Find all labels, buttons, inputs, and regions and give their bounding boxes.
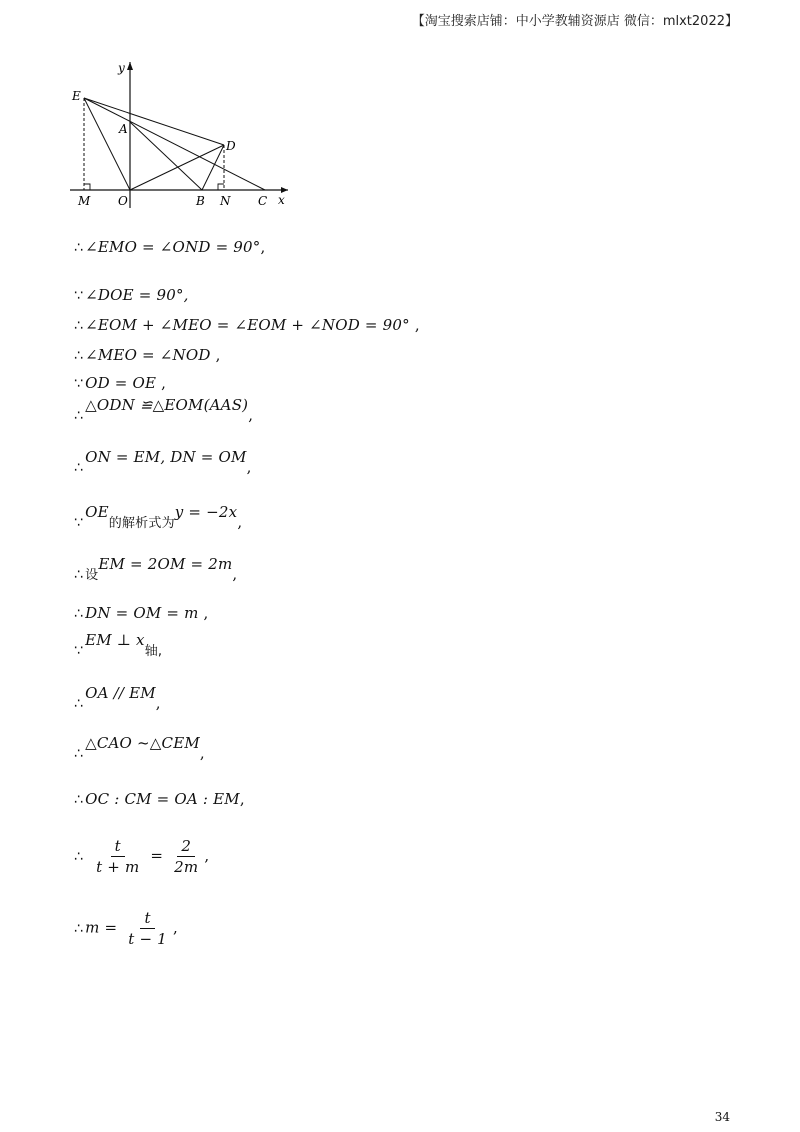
- line-EO: [84, 98, 130, 190]
- step-15: ∴ $\frac{t}{t + m}$ = $\frac{2}{2m}$ ,: [74, 837, 210, 876]
- therefore-symbol: ∴: [74, 746, 84, 762]
- because-symbol: ∵: [74, 288, 84, 304]
- step-7: ∴ON = EM, DN = OM,: [74, 448, 252, 476]
- therefore-symbol: ∴: [74, 460, 84, 476]
- fraction-left: $\frac{t}{t + m}$: [96, 837, 140, 876]
- step-14: ∴ OC : CM = OA : EM,: [74, 790, 245, 808]
- step-expression: ∠MEO = ∠NOD: [85, 346, 211, 364]
- label-D: D: [226, 139, 236, 153]
- therefore-symbol: ∴: [74, 567, 84, 583]
- step-expression: ∠EOM + ∠MEO = ∠EOM + ∠NOD = 90°: [85, 316, 410, 334]
- fraction-right: $\frac{2}{2m}$: [174, 837, 199, 876]
- therefore-symbol: ∴: [74, 240, 84, 256]
- therefore-symbol: ∴: [74, 848, 84, 865]
- step-10: ∴ DN = OM = m ,: [74, 604, 209, 622]
- step-expression: OC : CM = OA : EM: [85, 790, 240, 808]
- therefore-symbol: ∴: [74, 318, 84, 334]
- line-ED: [84, 98, 224, 145]
- step-13: ∴△CAO ~△CEM,: [74, 734, 205, 762]
- step-expression: ∠DOE = 90°,: [85, 286, 189, 304]
- step-5: ∵ OD = OE ,: [74, 374, 167, 392]
- therefore-symbol: ∴: [74, 696, 84, 712]
- right-angle-N: [218, 184, 224, 190]
- coordinate-diagram: [60, 58, 300, 218]
- therefore-symbol: ∴: [74, 348, 84, 364]
- step-16: ∴ m = $\frac{t}{t - 1}$ ,: [74, 909, 178, 948]
- page-number: 34: [714, 1110, 730, 1124]
- step-12: ∴OA // EM,: [74, 684, 161, 712]
- geometry-figure: [60, 58, 300, 218]
- label-E: E: [72, 89, 81, 103]
- line-AB: [130, 122, 202, 190]
- step-expression: EM ⊥ x: [85, 631, 145, 649]
- therefore-symbol: ∴: [74, 920, 84, 937]
- therefore-symbol: ∴: [74, 408, 84, 424]
- step-expression: OA // EM: [85, 684, 156, 702]
- step-4: ∴ ∠MEO = ∠NOD ,: [74, 346, 221, 364]
- therefore-symbol: ∴: [74, 606, 84, 622]
- step-expression: △CAO ~△CEM: [85, 734, 200, 752]
- store-header: 【淘宝搜索店铺：中小学教辅资源店 微信：mlxt2022】: [411, 14, 738, 29]
- step-expression: EM = 2OM = 2m: [98, 555, 233, 573]
- label-y: y: [118, 61, 125, 75]
- fraction-m: $\frac{t}{t - 1}$: [128, 909, 167, 948]
- step-expression: ON = EM, DN = OM: [85, 448, 247, 466]
- right-angle-M: [84, 184, 90, 190]
- step-expression: DN = OM = m: [85, 604, 199, 622]
- step-11: ∵EM ⊥ x轴,: [74, 631, 163, 659]
- step-3: ∴ ∠EOM + ∠MEO = ∠EOM + ∠NOD = 90° ,: [74, 316, 420, 334]
- label-N: N: [220, 194, 231, 208]
- step-expression: OD = OE: [85, 374, 157, 392]
- step-1: ∴ ∠EMO = ∠OND = 90°,: [74, 238, 266, 256]
- line-OD: [130, 145, 224, 190]
- step-2: [74, 286, 189, 304]
- label-A: A: [119, 122, 128, 136]
- step-expression: ∠EMO = ∠OND = 90°: [85, 238, 261, 256]
- label-O: O: [118, 194, 128, 208]
- because-symbol: ∵: [74, 515, 84, 531]
- y-axis-arrow: [127, 62, 133, 70]
- because-symbol: ∵: [74, 376, 84, 392]
- line-EC: [84, 98, 265, 190]
- step-8: ∵OE的解析式为y = −2x,: [74, 503, 243, 531]
- label-B: B: [196, 194, 205, 208]
- step-expression: △ODN ≌△EOM(AAS): [85, 396, 249, 414]
- therefore-symbol: ∴: [74, 792, 84, 808]
- label-M: M: [78, 194, 91, 208]
- step-9: ∴ 设EM = 2OM = 2m,: [74, 555, 238, 583]
- label-C: C: [258, 194, 268, 208]
- label-x: x: [278, 193, 285, 207]
- step-6: ∴△ODN ≌△EOM(AAS),: [74, 396, 254, 424]
- because-symbol: ∵: [74, 643, 84, 659]
